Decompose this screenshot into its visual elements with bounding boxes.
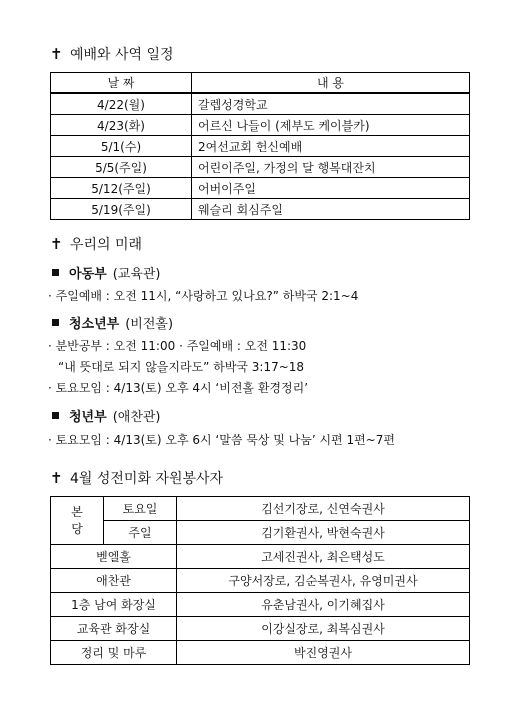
table-row — [51, 115, 470, 136]
volunteer-place: 정리 및 마루 — [51, 641, 177, 665]
volunteers-title: 4월 성전미화 자원봉사자 — [70, 471, 224, 487]
event-date: 5/12(주일) — [51, 178, 192, 199]
table-row — [51, 569, 470, 593]
event-date: 5/1(수) — [51, 136, 192, 157]
table-row — [51, 593, 470, 617]
volunteer-place: 1층 남여 화장실 — [51, 593, 177, 617]
young-adult-dept-place: (애찬관) — [112, 410, 161, 425]
cross-icon: ✝ — [50, 45, 63, 63]
header-content: 내 용 — [192, 73, 470, 94]
cross-icon: ✝ — [50, 469, 63, 487]
event-date: 5/19(주일) — [51, 199, 192, 220]
table-row — [51, 93, 470, 115]
youth-dept-heading — [50, 313, 173, 332]
event-name: 어르신 나들이 (제부도 케이블카) — [192, 115, 470, 136]
young-adult-dept-heading — [50, 406, 161, 425]
volunteer-names: 김선기장로, 신연숙권사 — [177, 497, 470, 521]
table-row — [51, 497, 470, 521]
event-name: 어린이주일, 가정의 달 행복대잔치 — [192, 157, 470, 178]
section-title-schedule — [50, 44, 174, 64]
volunteer-names: 김기환권사, 박현숙권사 — [177, 521, 470, 545]
volunteer-place: 토요일 — [104, 497, 177, 521]
event-name: 어버이주일 — [192, 178, 470, 199]
volunteer-names: 구양서장로, 김순복권사, 유영미권사 — [177, 569, 470, 593]
event-name: 갈렙성경학교 — [192, 93, 470, 115]
event-date: 4/23(화) — [51, 115, 192, 136]
children-dept-name: 아동부 — [69, 267, 107, 282]
table-row — [51, 157, 470, 178]
volunteers-table — [50, 496, 470, 665]
table-header-row — [51, 73, 470, 94]
event-date: 5/5(주일) — [51, 157, 192, 178]
main-sanctuary-text: 본 당 — [71, 504, 83, 536]
table-row — [51, 545, 470, 569]
schedule-title: 예배와 사역 일정 — [70, 47, 174, 63]
volunteer-names: 이강실장로, 최복심권사 — [177, 617, 470, 641]
future-title: 우리의 미래 — [70, 237, 143, 253]
volunteer-place: 교육관 화장실 — [51, 617, 177, 641]
square-bullet-icon — [52, 319, 59, 326]
main-sanctuary-label — [51, 497, 104, 545]
event-date: 4/22(월) — [51, 93, 192, 115]
children-dept-heading — [50, 263, 161, 282]
table-row — [51, 178, 470, 199]
youth-dept-name: 청소년부 — [69, 317, 120, 332]
youth-dept-place: (비전홀) — [125, 317, 174, 332]
youth-schedule-line: · 분반공부 : 오전 11:00 · 주일예배 : 오전 11:30 — [48, 339, 307, 353]
volunteer-place: 주일 — [104, 521, 177, 545]
young-adult-dept-name: 청년부 — [69, 410, 107, 425]
children-worship-line: · 주일예배 : 오전 11시, “사랑하고 있나요?” 하박국 2:1~4 — [48, 289, 359, 303]
header-date: 날 짜 — [51, 73, 192, 94]
volunteer-place: 애찬관 — [51, 569, 177, 593]
youth-saturday-line: · 토요모임 : 4/13(토) 오후 4시 ‘비전홀 환경정리’ — [48, 381, 309, 395]
table-row — [51, 136, 470, 157]
section-title-future — [50, 234, 142, 254]
section-title-volunteers — [50, 468, 223, 488]
square-bullet-icon — [52, 412, 59, 419]
volunteer-place: 벧엘홀 — [51, 545, 177, 569]
volunteer-names: 박진영권사 — [177, 641, 470, 665]
volunteer-names: 고세진권사, 최은택성도 — [177, 545, 470, 569]
table-row — [51, 641, 470, 665]
cross-icon: ✝ — [50, 235, 63, 253]
young-adult-saturday-line: · 토요모임 : 4/13(토) 오후 6시 ‘말씀 묵상 및 나눔’ 시편 1편~7편 — [48, 433, 395, 447]
square-bullet-icon — [52, 269, 59, 276]
youth-sermon-line: “내 뜻대로 되지 않을지라도” 하박국 3:17~18 — [58, 360, 305, 374]
event-name: 2여선교회 헌신예배 — [192, 136, 470, 157]
table-row — [51, 521, 470, 545]
volunteer-names: 유춘남권사, 이기혜집사 — [177, 593, 470, 617]
children-dept-place: (교육관) — [112, 267, 161, 282]
event-name: 웨슬리 회심주일 — [192, 199, 470, 220]
table-row — [51, 199, 470, 220]
schedule-table — [50, 72, 470, 220]
table-row — [51, 617, 470, 641]
